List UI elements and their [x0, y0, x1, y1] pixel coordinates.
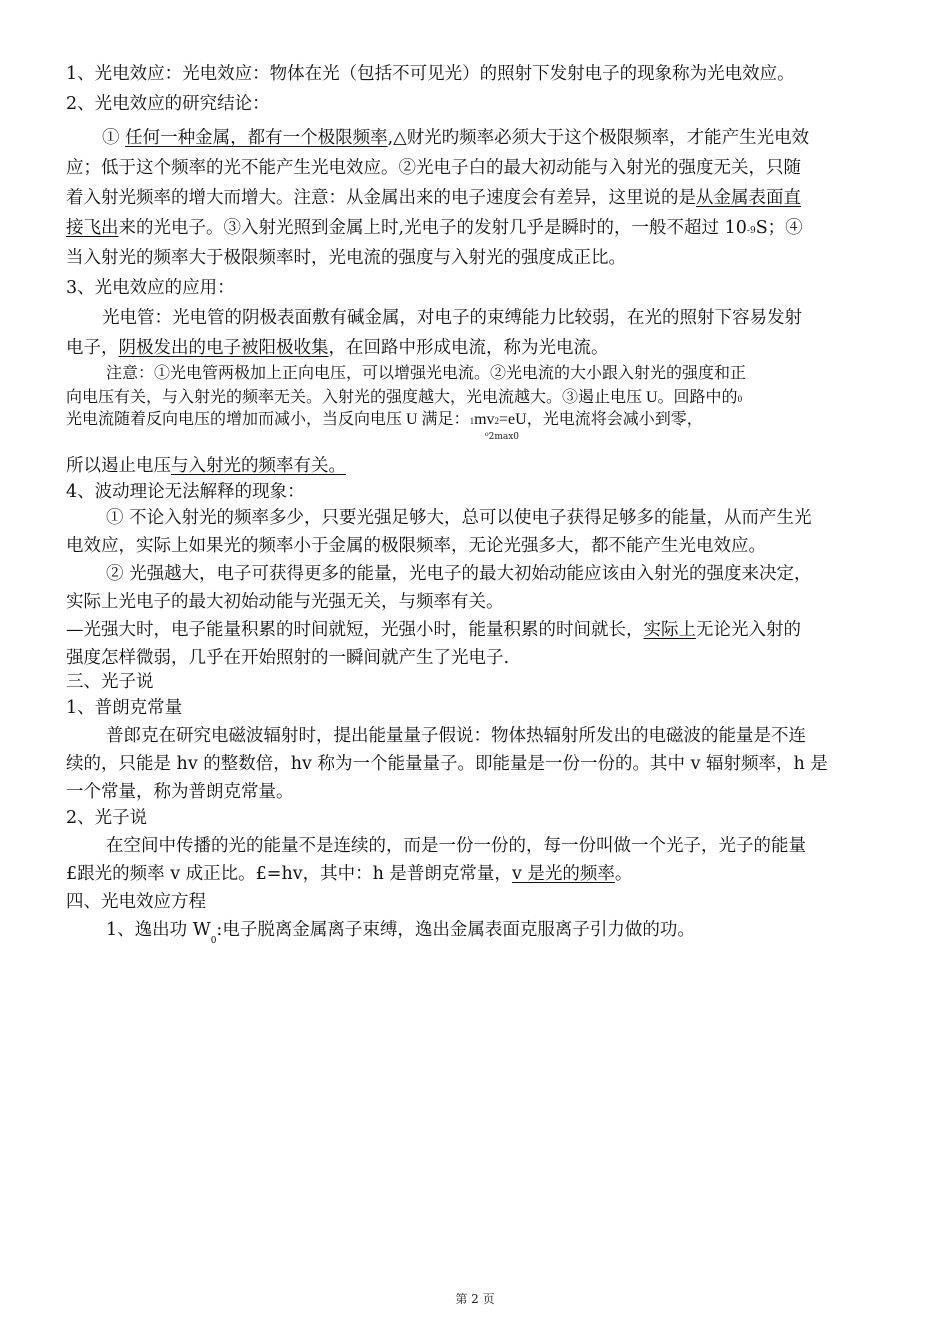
underlined-phrase: 实际上	[643, 620, 696, 640]
underlined-phrase: 接飞出	[66, 218, 119, 238]
page-number: 第 2 页	[455, 1292, 495, 1306]
paragraph-wave-line-5: —光强大时，电子能量积累的时间就短，光强小时，能量积累的时间就长，实际上无论光入射的	[66, 620, 801, 640]
section-heading-photon-theory: 三、光子说	[66, 672, 154, 692]
section-heading-wave-theory: 4、波动理论无法解释的现象：	[66, 482, 305, 502]
underlined-phrase: 任何一种金属，都有一个极限频率	[125, 128, 388, 148]
subsection-heading-planck: 1、普朗克常量	[66, 698, 183, 718]
paragraph-conclusions-line-4: 接飞出来的光电子。③入射光照到金属上时,光电子的发射几乎是瞬时的，一般不超过 10-9S；④	[66, 218, 803, 238]
paragraph-photon-line-2: £跟光的频率 v 成正比。£=hv，其中：h 是普朗克常量，v 是光的频率。	[66, 864, 633, 884]
paragraph-phototube-line-2: 电子，阴极发出的电子被阳极收集，在回路中形成电流，称为光电流。	[66, 338, 609, 358]
paragraph-note-line-3: 光电流随着反向电压的增加而减小，当反向电压 U 满足：1mv2=eU，光电流将会减小到零，	[66, 411, 703, 428]
paragraph-conclusions-line-3: 着入射光频率的增大而增大。注意：从金属出来的电子速度会有差异，这里说的是从金属表面直	[66, 188, 801, 208]
paragraph-photon-line-1: 在空间中传播的光的能量不是连续的，而是一份一份的，每一份叫做一个光子，光子的能量	[106, 836, 806, 856]
paragraph-wave-line-6: 强度怎样微弱，几乎在开始照射的一瞬间就产生了光电子.	[66, 648, 510, 668]
paragraph-note-line-2: 向电压有关，与入射光的频率无关。入射光的强度越大，光电流越大。③遏止电压 U。回路中的0	[66, 389, 743, 406]
section-heading-equation: 四、光电效应方程	[66, 892, 206, 912]
formula-subscript-residue: ⁰2max0	[485, 432, 520, 442]
paragraph-wave-line-3: ② 光强越大，电子可获得更多的能量，光电子的最大初始动能应该由入射光的强度来决定，	[106, 564, 812, 584]
underlined-phrase: 与入射光的频率有关。	[171, 456, 346, 476]
paragraph-conclusions-line-2: 应；低于这个频率的光不能产生光电效应。②光电子白的最大初动能与入射光的强度无关，只随	[66, 158, 801, 178]
subsection-heading-photon: 2、光子说	[66, 808, 148, 828]
paragraph-planck-line-3: 一个常量，称为普朗克常量。	[66, 782, 294, 802]
paragraph-wave-line-1: ① 不论入射光的频率多少，只要光强足够大，总可以使电子获得足够多的能量，从而产生光	[106, 508, 812, 528]
underlined-phrase: 阴极发出的电子被阳极收集	[118, 338, 329, 358]
underlined-phrase: v 是光的频率	[511, 864, 615, 884]
paragraph-phototube-line-1: 光电管：光电管的阴极表面敷有碱金属，对电子的束缚能力比较弱，在光的照射下容易发射	[102, 308, 802, 328]
paragraph-conclusions-line-1: ① 任何一种金属，都有一个极限频率,△财光旳频率必须大于这个极限频率，才能产生光电效	[102, 128, 810, 148]
paragraph-planck-line-1: 普郎克在研究电磁波辐射时，提出能量量子假说：物体热辐射所发出的电磁波的能量是不连	[106, 726, 806, 746]
section-heading-conclusions: 2、光电效应的研究结论：	[66, 94, 270, 114]
underlined-phrase: 从金属表面直	[696, 188, 801, 208]
section-heading-applications: 3、光电效应的应用：	[66, 278, 235, 298]
paragraph-note-line-1: 注意：①光电管两极加上正向电压，可以增强光电流。②光电流的大小跟入射光的强度和正	[106, 365, 747, 382]
definition-line: 1、光电效应：光电效应：物体在光（包括不可见光）的照射下发射电子的现象称为光电效应。	[66, 64, 795, 84]
paragraph-work-function: 1、逸出功 $W_0$:电子脱离金属离子束缚，逸出金属表面克服离子引力做的功。	[106, 920, 695, 946]
paragraph-planck-line-2: 续的，只能是 hv 的整数倍，hv 称为一个能量量子。即能量是一份一份的。其中 v 辐射频率，h 是	[66, 754, 828, 774]
paragraph-note-line-4: 所以遏止电压与入射光的频率有关。	[66, 456, 346, 476]
paragraph-wave-line-4: 实际上光电子的最大初始动能与光强无关，与频率有关。	[66, 592, 504, 612]
paragraph-conclusions-line-5: 当入射光的频率大于极限频率时，光电流的强度与入射光的强度成正比。	[66, 248, 626, 268]
paragraph-wave-line-2: 电效应，实际上如果光的频率小于金属的极限频率，无论光强多大，都不能产生光电效应。	[66, 536, 766, 556]
